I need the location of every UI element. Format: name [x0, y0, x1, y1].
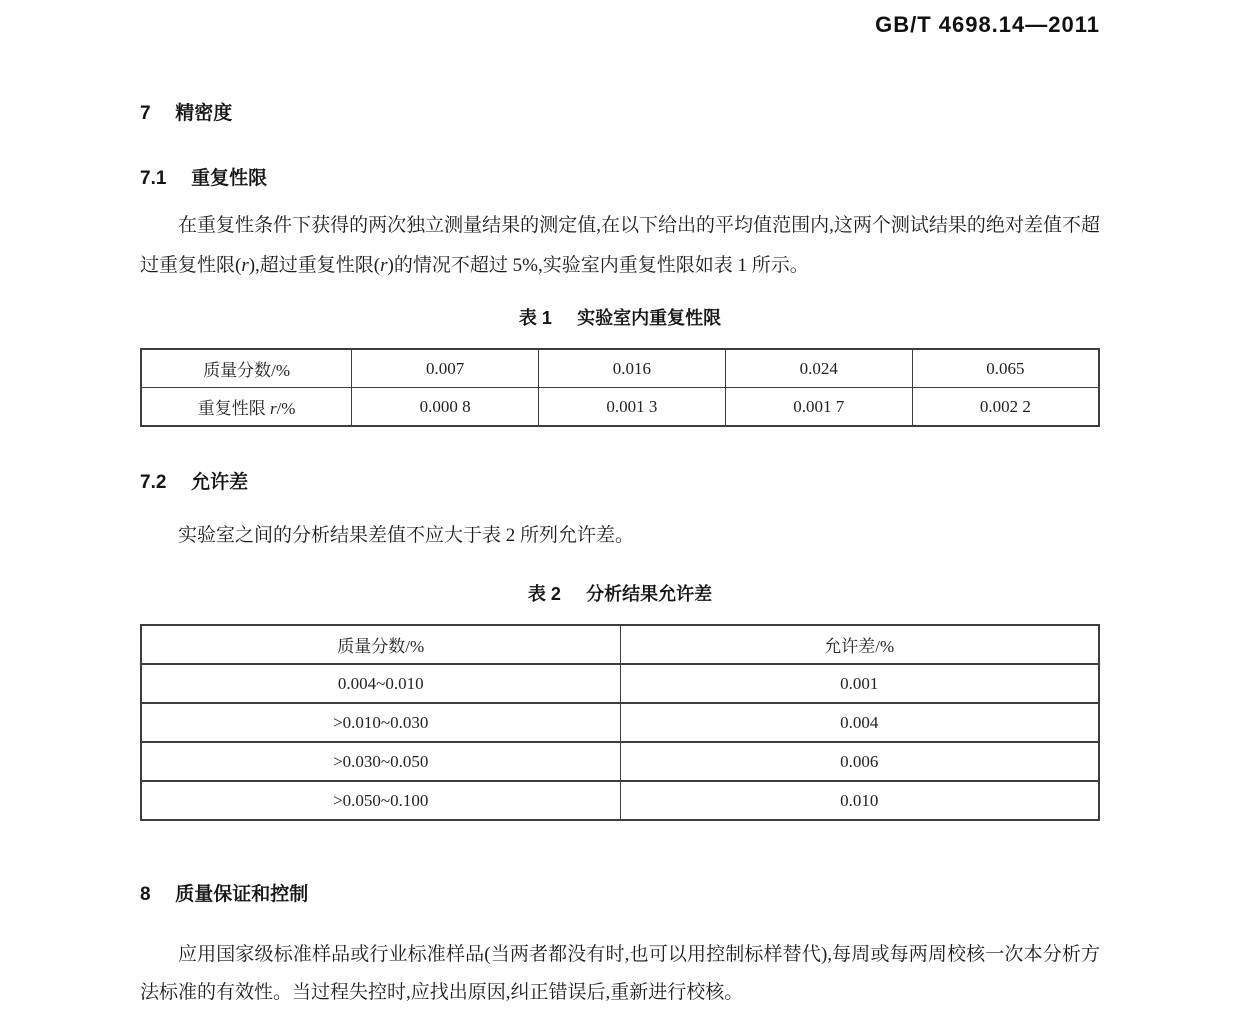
table-cell: 0.001 [620, 664, 1099, 703]
variable-r: r [269, 399, 277, 418]
table-2-caption [140, 580, 1100, 606]
section-8-title: 质量保证和控制 [175, 884, 309, 905]
table-2-label: 表 2 [527, 584, 561, 604]
table-2-title: 分析结果允许差 [586, 584, 713, 604]
table-2-header-permissible-difference: 允许差/% [620, 625, 1099, 664]
section-7-2-heading [140, 467, 1100, 494]
section-7-2-paragraph: 实验室之间的分析结果差值不应大于表 2 所列允许差。 [178, 525, 635, 546]
variable-r: r [380, 255, 388, 276]
section-7-1-heading [140, 163, 1100, 190]
section-8-number: 8 [140, 884, 151, 905]
section-8-paragraph: 应用国家级标准样品或行业标准样品(当两者都没有时,也可以用控制标样替代),每周或每两周校核一次本分析方法标准的有效性。当过程失控时,应找出原因,纠正错误后,重新进行校核。 [140, 944, 1100, 1003]
standard-code-header [140, 0, 1100, 38]
section-7-title: 精密度 [175, 103, 233, 124]
section-7-number: 7 [140, 103, 151, 124]
table-1-repeatability-limits [140, 348, 1100, 427]
table-cell: 0.001 3 [539, 388, 726, 427]
section-7-1-title: 重复性限 [191, 168, 268, 189]
table-row [141, 703, 1099, 742]
table-row [141, 388, 1099, 427]
table-cell: 0.000 8 [352, 388, 539, 427]
paragraph-text: )的情况不超过 5%,实验室内重复性限如表 1 所示。 [387, 255, 809, 276]
section-7-2-number: 7.2 [140, 472, 167, 493]
section-7-1-paragraph [140, 206, 1100, 286]
table-1-label: 表 1 [518, 308, 552, 328]
table-cell: >0.030~0.050 [141, 742, 620, 781]
paragraph-text: 在重复性条件下获得的两次独立测量结果的测定值,在以下给出的平均值范围内,这两个测试结果的绝对差值不超过重复性限( [140, 215, 1100, 276]
table-1-row2-label [141, 388, 352, 427]
table-cell: 0.007 [352, 349, 539, 388]
table-cell: 0.001 7 [725, 388, 912, 427]
section-7-2-title: 允许差 [191, 472, 249, 493]
table-row [141, 349, 1099, 388]
table-cell: 0.006 [620, 742, 1099, 781]
table-cell: 0.010 [620, 781, 1099, 820]
variable-r: r [241, 255, 249, 276]
table-2-header-mass-fraction: 质量分数/% [141, 625, 620, 664]
section-7-heading [140, 98, 1100, 125]
table-cell: >0.050~0.100 [141, 781, 620, 820]
page-content [140, 0, 1100, 1009]
table-cell: 0.004~0.010 [141, 664, 620, 703]
table-1-caption [140, 304, 1100, 330]
table-header-row [141, 625, 1099, 664]
table-cell: 0.024 [725, 349, 912, 388]
standard-code: GB/T 4698.14—2011 [875, 12, 1100, 37]
table-row [141, 781, 1099, 820]
paragraph-text: ),超过重复性限( [248, 255, 381, 276]
table-cell: 0.004 [620, 703, 1099, 742]
section-7-1-number: 7.1 [140, 168, 167, 189]
label-text: /% [276, 399, 296, 418]
label-text: 重复性限 [197, 399, 270, 418]
table-2-permissible-differences [140, 624, 1100, 821]
section-8-heading [140, 879, 1100, 906]
table-row [141, 742, 1099, 781]
table-1-title: 实验室内重复性限 [577, 308, 722, 328]
table-cell: >0.010~0.030 [141, 703, 620, 742]
table-row [141, 664, 1099, 703]
table-1-row1-label: 质量分数/% [141, 349, 352, 388]
table-cell: 0.002 2 [912, 388, 1099, 427]
table-cell: 0.016 [539, 349, 726, 388]
table-cell: 0.065 [912, 349, 1099, 388]
